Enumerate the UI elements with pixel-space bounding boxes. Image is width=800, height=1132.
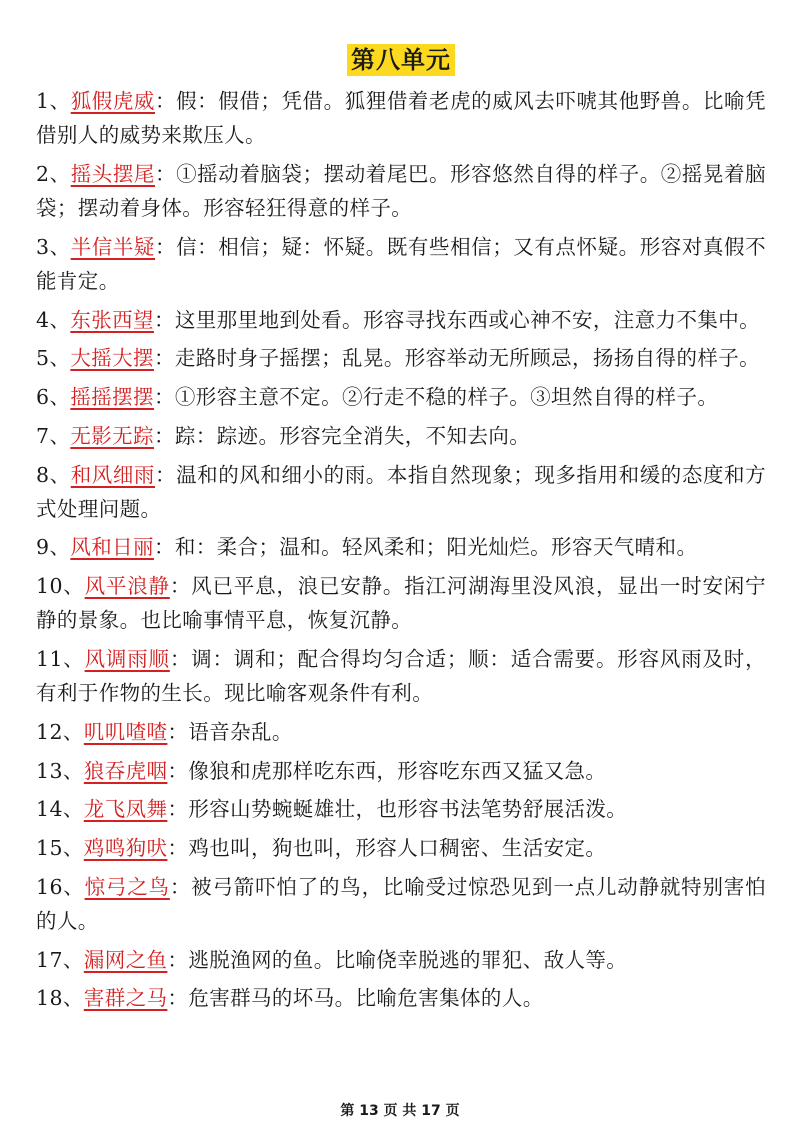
- idiom-entry: [36, 870, 766, 938]
- entry-number: 18、: [36, 986, 84, 1011]
- entry-number: 12、: [36, 719, 84, 744]
- entry-separator: ：: [153, 385, 175, 410]
- entry-number: 13、: [36, 758, 84, 783]
- idiom-definition: 这里那里地到处看。形容寻找东西或心神不安，注意力不集中。: [174, 307, 761, 332]
- entry-number: 3、: [36, 234, 71, 259]
- entry-separator: ：: [153, 346, 175, 371]
- title-area: [36, 0, 766, 78]
- entry-number: 1、: [36, 89, 71, 113]
- idiom-term: 东张西望: [70, 307, 154, 332]
- entry-separator: ：: [167, 836, 189, 861]
- idiom-term: 摇摇摆摆: [70, 385, 154, 410]
- entry-number: 17、: [36, 947, 84, 972]
- idiom-term: 惊弓之鸟: [84, 874, 170, 899]
- idiom-definition: 温和的风和细小的雨。本指自然现象；现多指用和缓的态度和方式处理问题。: [36, 462, 767, 521]
- entry-number: 6、: [36, 385, 71, 410]
- entry-number: 7、: [36, 423, 71, 448]
- idiom-entry: [36, 754, 766, 788]
- idiom-term: 风和日丽: [70, 535, 154, 560]
- idiom-definition: 形容山势蜿蜒雄壮，也形容书法笔势舒展活泼。: [188, 797, 628, 822]
- entry-number: 11、: [36, 647, 85, 672]
- entry-number: 16、: [36, 874, 85, 899]
- idiom-entry: [36, 84, 766, 152]
- idiom-definition: ①形容主意不定。②行走不稳的样子。③坦然自得的样子。: [174, 385, 719, 410]
- entry-number: 5、: [36, 346, 71, 371]
- entry-separator: ：: [153, 423, 175, 448]
- idiom-term: 半信半疑: [70, 234, 156, 259]
- entry-separator: ：: [153, 535, 175, 560]
- idiom-term: 狐假虎威: [70, 89, 156, 113]
- entry-separator: ：: [155, 161, 177, 186]
- idiom-entry: [36, 981, 766, 1015]
- idiom-entry: [36, 943, 766, 977]
- entry-number: 8、: [36, 462, 71, 487]
- idiom-term: 鸡鸣狗吠: [83, 836, 168, 861]
- entry-separator: ：: [155, 462, 177, 487]
- idiom-definition: 被弓箭吓怕了的鸟，比喻受过惊恐见到一点儿动静就特别害怕的人。: [36, 874, 766, 933]
- idiom-entry: [36, 831, 766, 865]
- idiom-term: 龙飞凤舞: [83, 797, 168, 822]
- entry-number: 10、: [36, 574, 85, 599]
- idiom-definition: 风已平息，浪已安静。指江河湖海里没风浪，显出一时安闲宁静的景象。也比喻事情平息，恢复沉静。: [36, 574, 766, 633]
- idiom-definition: 像狼和虎那样吃东西，形容吃东西又猛又急。: [188, 758, 607, 783]
- idiom-definition: 假：假借；凭借。狐狸借着老虎的威风去吓唬其他野兽。比喻凭借别人的威势来欺压人。: [36, 89, 767, 148]
- idiom-entry: [36, 303, 766, 337]
- idiom-entry: [36, 419, 766, 453]
- idiom-term: 无影无踪: [70, 423, 154, 448]
- entry-separator: ：: [169, 574, 192, 599]
- entry-separator: ：: [169, 874, 192, 899]
- page-footer: 第 13 页 共 17 页: [340, 1103, 460, 1119]
- idiom-definition: 踪：踪迹。形容完全消失，不知去向。: [174, 423, 531, 448]
- unit-title: 第八单元: [347, 44, 455, 76]
- idiom-entry: [36, 458, 766, 526]
- entry-separator: ：: [167, 947, 189, 972]
- entry-number: 15、: [36, 836, 84, 861]
- entry-number: 9、: [36, 535, 71, 560]
- idiom-definition: ①摇动着脑袋；摆动着尾巴。形容悠然自得的样子。②摇晃着脑袋；摆动着身体。形容轻狂得意的样子。: [36, 161, 767, 221]
- idiom-term: 叽叽喳喳: [83, 719, 168, 744]
- idiom-definition: 逃脱渔网的鱼。比喻侥幸脱逃的罪犯、敌人等。: [188, 947, 628, 972]
- idiom-term: 风调雨顺: [84, 647, 170, 672]
- idiom-definition: 危害群马的坏马。比喻危害集体的人。: [188, 986, 544, 1011]
- entry-number: 2、: [36, 161, 71, 186]
- idiom-entry: [36, 380, 766, 414]
- idiom-term: 害群之马: [83, 986, 168, 1011]
- entry-separator: ：: [169, 647, 192, 672]
- idiom-definition: 走路时身子摇摆；乱晃。形容举动无所顾忌，扬扬自得的样子。: [174, 346, 761, 371]
- entry-separator: ：: [167, 719, 189, 744]
- entry-separator: ：: [153, 307, 175, 332]
- idiom-definition: 鸡也叫，狗也叫，形容人口稠密、生活安定。: [188, 836, 607, 861]
- idiom-term: 狼吞虎咽: [83, 758, 168, 783]
- idiom-entry: [36, 530, 766, 564]
- idiom-definition: 和：柔合；温和。轻风柔和；阳光灿烂。形容天气晴和。: [174, 535, 698, 560]
- entry-separator: ：: [155, 89, 177, 113]
- idiom-definition: 语音杂乱。: [188, 719, 293, 744]
- idiom-entry: [36, 569, 766, 637]
- idiom-entry: [36, 230, 766, 298]
- idiom-definition: 信：相信；疑：怀疑。既有些相信；又有点怀疑。形容对真假不能肯定。: [36, 234, 767, 294]
- entry-number: 4、: [36, 307, 71, 332]
- idiom-definition: 调：调和；配合得均匀合适；顺：适合需要。形容风雨及时，有利于作物的生长。现比喻客观条件有利。: [36, 647, 766, 706]
- idiom-term: 大摇大摆: [70, 346, 154, 371]
- entry-separator: ：: [167, 797, 189, 822]
- idiom-term: 和风细雨: [70, 462, 156, 487]
- idiom-list: [36, 84, 766, 1016]
- idiom-entry: [36, 642, 766, 710]
- entry-separator: ：: [167, 758, 189, 783]
- idiom-term: 风平浪静: [84, 574, 170, 599]
- idiom-entry: [36, 715, 766, 749]
- entry-separator: ：: [155, 234, 177, 259]
- idiom-entry: [36, 341, 766, 375]
- idiom-term: 摇头摆尾: [70, 161, 156, 186]
- entry-separator: ：: [167, 986, 189, 1011]
- entry-number: 14、: [36, 797, 84, 822]
- idiom-entry: [36, 792, 766, 826]
- idiom-entry: [36, 157, 766, 225]
- idiom-term: 漏网之鱼: [83, 947, 168, 972]
